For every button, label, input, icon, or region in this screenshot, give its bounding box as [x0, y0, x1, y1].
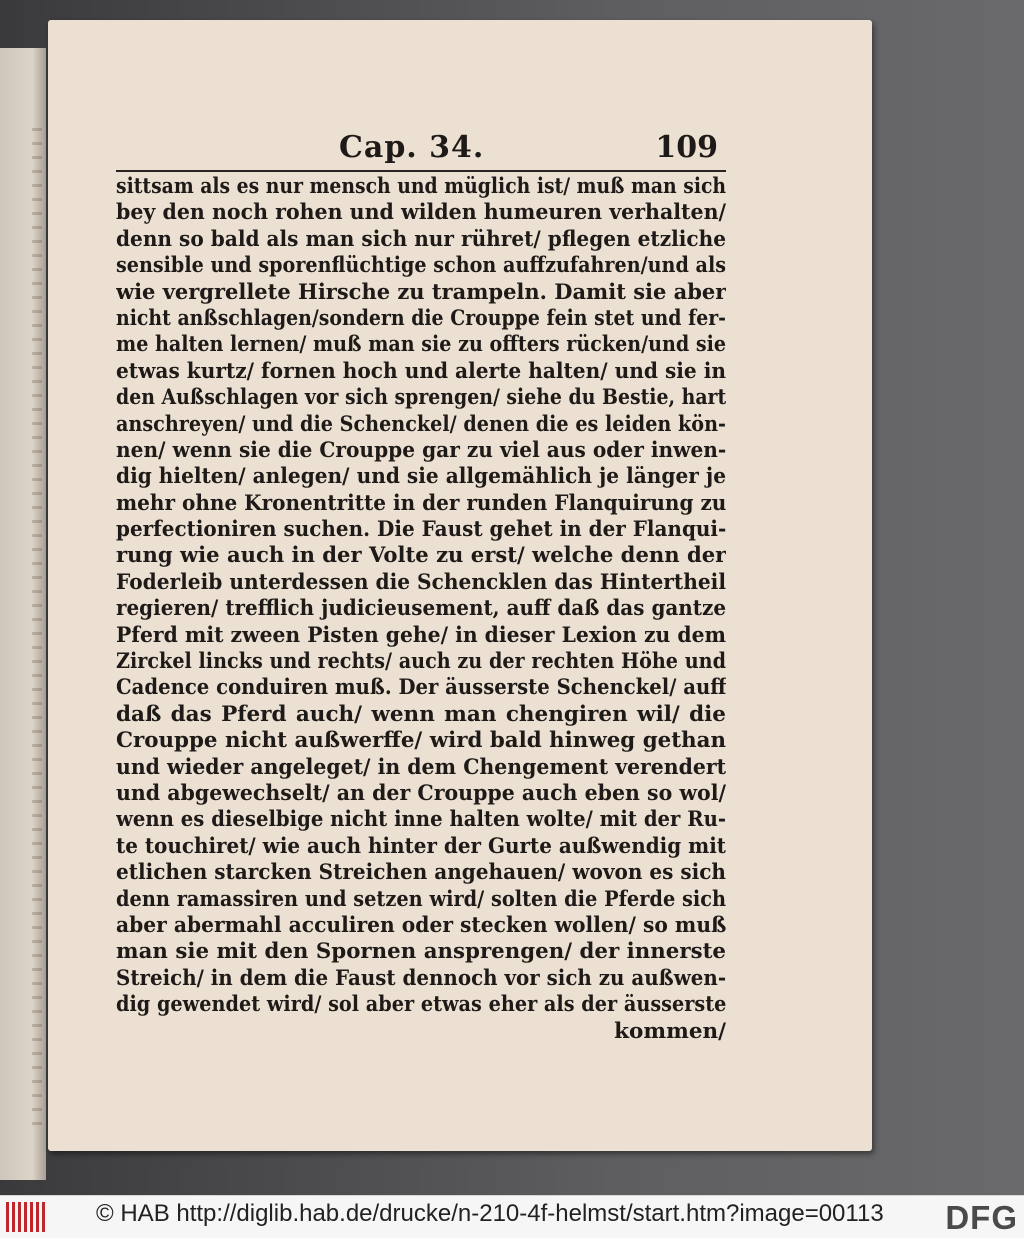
- text-line: Pferd mit zween Pisten gehe/ in dieser Lexion zu dem: [116, 622, 726, 648]
- text-line: etlichen starcken Streichen angehauen/ wovon es sich: [116, 860, 726, 886]
- text-line: bey den noch rohen und wilden humeuren verhalten/: [116, 200, 726, 226]
- text-line: Streich/ in dem die Faust dennoch vor sich zu außwen-: [116, 965, 726, 991]
- text-line: Foderleib unterdessen die Schencklen das Hintertheil: [116, 569, 726, 595]
- text-line: me halten lernen/ muß man sie zu offters rücken/und sie: [116, 332, 726, 358]
- text-line: rung wie auch in der Volte zu erst/ welche denn der: [116, 543, 726, 569]
- text-line: te touchiret/ wie auch hinter der Gurte außwendig mit: [116, 833, 726, 859]
- copyright-credit: © HAB http://diglib.hab.de/drucke/n-210-4f-helmst/start.htm?image=00113: [96, 1200, 884, 1227]
- text-line: man sie mit den Spornen ansprengen/ der innerste: [116, 939, 726, 965]
- text-line: aber abermahl acculiren oder stecken wollen/ so muß: [116, 912, 726, 938]
- text-line: daß das Pferd auch/ wenn man chengiren wil/ die: [116, 701, 726, 727]
- body-text: [116, 174, 726, 1045]
- text-line: Cadence conduiren muß. Der äusserste Schenckel/ auff: [116, 675, 726, 701]
- text-line: Crouppe nicht außwerffe/ wird bald hinweg gethan: [116, 728, 726, 754]
- text-line: nicht anßschlagen/sondern die Crouppe fein stet und fer-: [116, 305, 726, 331]
- book-page: [48, 20, 872, 1151]
- text-line: sensible und sporenflüchtige schon auffzufahren/und als: [116, 253, 726, 279]
- page-header: [116, 130, 726, 172]
- text-line: wie vergrellete Hirsche zu trampeln. Damit sie aber: [116, 279, 726, 305]
- footer-bar: [0, 1195, 1024, 1238]
- text-line: perfectioniren suchen. Die Faust gehet in der Flanqui-: [116, 517, 726, 543]
- text-line: dig hielten/ anlegen/ und sie allgemählich je länger je: [116, 464, 726, 490]
- hab-logo-icon: [6, 1202, 48, 1232]
- text-line: etwas kurtz/ fornen hoch und alerte halten/ und sie in: [116, 358, 726, 384]
- text-line: denn so bald als man sich nur rühret/ pflegen etzliche: [116, 226, 726, 252]
- text-block: [116, 130, 726, 1045]
- text-line: denn ramassiren und setzen wird/ solten die Pferde sich: [116, 886, 726, 912]
- text-line: sittsam als es nur mensch und müglich ist/ muß man sich: [116, 174, 726, 199]
- text-line: und wieder angeleget/ in dem Chengement verendert: [116, 754, 726, 780]
- text-line: den Außschlagen vor sich sprengen/ siehe du Bestie, hart: [116, 385, 726, 411]
- text-line: mehr ohne Kronentritte in der runden Flanquirung zu: [116, 490, 726, 516]
- text-line: regieren/ trefflich judicieusement, auff daß das gantze: [116, 596, 726, 622]
- text-line: anschreyen/ und die Schenckel/ denen die es leiden kön-: [116, 411, 726, 437]
- running-head: Cap. 34.: [339, 130, 485, 165]
- page-number: 109: [655, 130, 718, 165]
- text-line: und abgewechselt/ an der Crouppe auch eben so wol/: [116, 780, 726, 806]
- text-line: dig gewendet wird/ sol aber etwas eher als der äusserste: [116, 992, 726, 1018]
- text-line: nen/ wenn sie die Crouppe gar zu viel aus oder inwen-: [116, 437, 726, 463]
- left-page-edge: [0, 48, 46, 1180]
- text-line: Zirckel lincks und rechts/ auch zu der rechten Höhe und: [116, 649, 726, 675]
- text-line: wenn es dieselbige nicht inne halten wolte/ mit der Ru-: [116, 807, 726, 833]
- text-line: kommen/: [614, 1018, 726, 1044]
- dfg-logo: DFG: [945, 1199, 1018, 1236]
